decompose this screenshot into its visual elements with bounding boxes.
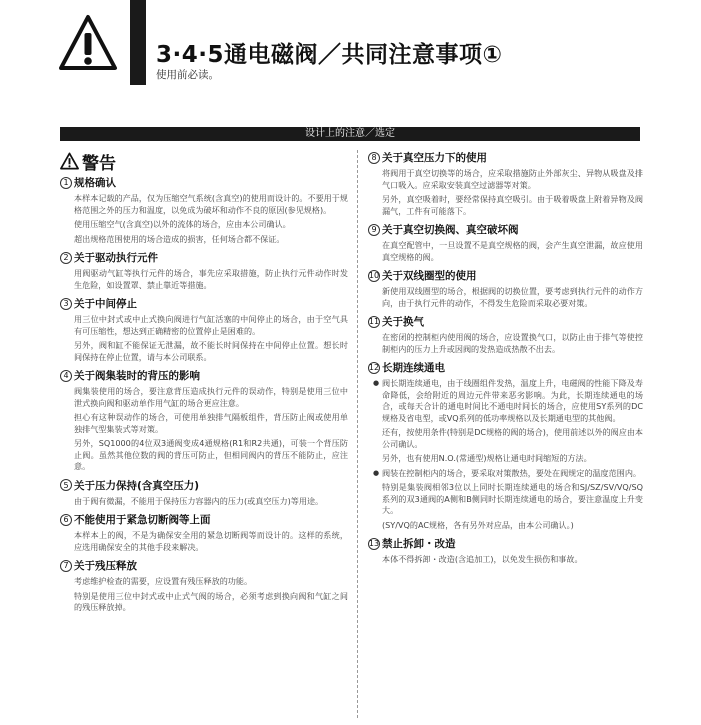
note-paragraph: 将阀用于真空切换等的场合，应采取措施防止外部灰尘、异物从吸盘及排气口吸入。应采取安装真空过滤器等对策。 [382,168,643,190]
note-paragraph: 用三位中封式或中止式换向阀进行气缸活塞的中间停止的场合，由于空气具有可压缩性，想达到正确精密的位置停止是困难的。 [74,314,348,336]
note-title-text: 关于中间停止 [74,298,137,310]
circled-number: 5 [60,479,72,491]
circled-number: 11 [368,317,380,326]
note-title-text: 不能使用于紧急切断阀等上面 [74,514,211,526]
note-paragraph: 本体不得拆卸・改造(含追加工)，以免发生损伤和事故。 [382,554,583,564]
circled-number: 9 [368,224,380,236]
note-title [368,314,643,329]
circled-number: 8 [368,152,380,164]
note-title [60,250,348,265]
note-paragraph: 由于阀有微漏，不能用于保持压力容器内的压力(或真空压力)等用途。 [74,495,324,506]
note-paragraph: 超出规格范围使用的场合造成的损害，任何场合都不保证。 [74,233,285,244]
note-title-text: 关于换气 [382,316,424,328]
section-header: 设计上的注意／选定 [60,127,640,141]
note-item [60,478,348,508]
note-paragraph: 还有，按使用条件(特别是DC规格的阀的场合)，使用前述以外的阀应由本公司确认。 [382,427,644,449]
note-item [60,368,348,473]
note-title [368,222,643,237]
note-paragraph: 本样本上的阀，不是为确保安全用的紧急切断阀等而设计的。这样的系统，应选用确保安全的其他手段来解决。 [74,530,348,552]
note-paragraph: 另外，真空吸着时，要经常保持真空吸引。由于吸着吸盘上附着异物及阀漏气，工件有可能落下。 [382,194,643,216]
circled-number: 2 [60,252,72,264]
note-paragraph: 另外，也有使用N.O.(常通型)规格让通电时间缩短的方法。 [382,453,592,463]
note-item [368,360,643,531]
circled-number: 3 [60,298,72,310]
note-paragraph: 使用压缩空气(含真空)以外的流体的场合，应由本公司确认。 [74,219,291,229]
note-item [368,222,643,263]
note-title [368,150,643,165]
note-title-text: 关于残压释放 [74,560,137,572]
note-paragraph: 担心有这种误动作的场合，可使用单独排气隔板组件，背压防止阀或使用单独排气型集装式等对策。 [74,412,348,434]
note-title [368,360,643,375]
warning-label: 警告 [82,153,116,174]
note-title [60,558,348,573]
note-title-text: 禁止拆卸・改造 [382,538,456,550]
warning-triangle-icon [58,14,118,74]
page-subtitle: 使用前必读。 [156,69,219,81]
note-paragraph: 考虑维护检查的需要，应设置有残压释放的功能。 [74,576,253,586]
right-column [368,150,643,571]
left-items [60,175,348,614]
note-title-text: 关于真空压力下的使用 [382,152,487,164]
note-title [60,296,348,311]
note-title-text: 规格确认 [74,177,116,189]
circled-number: 13 [368,539,380,548]
circled-number: 10 [368,271,380,280]
note-paragraph: 在真空配管中，一旦设置不是真空规格的阀，会产生真空泄漏，故应使用真空规格的阀。 [382,240,643,262]
note-title [60,368,348,383]
note-item [60,296,348,363]
note-paragraph: 在密闭的控制柜内使用阀的场合，应设置换气口，以防止由于排气等使控制柜内的压力上升或因阀的发热造成热散不出去。 [382,332,643,354]
note-item [368,150,643,217]
note-title [60,175,348,190]
note-title-text: 长期连续通电 [382,362,445,374]
circled-number: 1 [60,177,72,189]
right-items [368,150,643,566]
note-paragraph: 特别是集装阀相邻3位以上同时长期连续通电的场合和SJ/SZ/SV/VQ/SQ系列的双3通阀的A侧和B侧同时长期连续通电的场合，要注意温度上升变大。 [382,482,643,515]
warning-heading [60,150,348,172]
circled-number: 7 [60,560,72,572]
column-divider [357,150,358,718]
circled-number: 4 [60,370,72,382]
page-title: 3·4·5通电磁阀／共同注意事项① [156,42,503,68]
note-title [368,268,643,283]
header-bar [130,0,146,85]
note-paragraph: (SY/VQ的AC规格，各有另外对应品，由本公司确认。) [382,519,574,530]
note-title-text: 关于双线圈型的使用 [382,270,477,282]
circled-number: 12 [368,363,380,372]
note-title-text: 关于真空切换阀、真空破坏阀 [382,224,519,236]
note-title [368,536,643,551]
circled-number: 6 [60,514,72,526]
left-column [60,150,348,619]
warning-small-icon [60,152,79,170]
note-item [60,175,348,245]
note-title-text: 关于压力保持(含真空压力) [74,479,200,492]
note-paragraph: 本样本记载的产品，仅为压缩空气系统(含真空)的使用而设计的。不要用于规格范围之外的压力和温度，以免成为破坏和动作不良的原因(参见规格)。 [74,193,348,215]
note-paragraph: ● 阀装在控制柜内的场合，要采取对策散热，要处在阀规定的温度范围内。 [373,468,643,480]
note-item [368,314,643,355]
note-item [60,512,348,553]
note-paragraph: ● 阀长期连续通电，由于线圈组件发热，温度上升，电磁阀的性能下降及寿命降低，会给附近的周边元件带来恶劣影响。为此，长期连续通电的场合，或每天合计的通电时间比不通电时间长的场合，应使用SY系列的DC规格及省电型，或VQ系列的低功率规格以及长期通电型的其他阀。 [373,378,643,424]
note-paragraph: 另外，SQ1000的4位双3通阀变成4通规格(R1和R2共通)，可装一个背压防止阀。虽然其他位数的阀的背压可防止，但相同阀内的背压不能防止，应注意。 [74,438,348,471]
note-paragraph: 用阀驱动气缸等执行元件的场合，事先应采取措施，防止执行元件动作时发生危险，如设置罩、禁止靠近等措施。 [74,268,348,290]
note-item [368,268,643,309]
note-paragraph: 特别是使用三位中封式或中止式气阀的场合，必须考虑到换向阀和气缸之间的残压释放掉。 [74,590,348,612]
note-item [60,250,348,291]
note-item [60,558,348,614]
note-paragraph: 阀集装使用的场合，要注意背压造成执行元件的误动作，特别是使用三位中泄式换向阀和驱动单作用气缸的场合更应注意。 [74,386,348,408]
note-paragraph: 新使用双线圈型的场合，根据阀的切换位置，要考虑到执行元件的动作方向，由于执行元件的动作，不得发生危险而采取必要对策。 [382,286,643,308]
note-item [368,536,643,566]
note-title-text: 关于驱动执行元件 [74,252,158,264]
note-title [60,512,348,527]
note-paragraph: 另外，阀和缸不能保证无泄漏，故不能长时间保持在中间停止位置。想长时间保持在停止位置，请与本公司联系。 [74,340,348,362]
note-title [60,478,348,493]
note-title-text: 关于阀集装时的背压的影响 [74,370,200,382]
